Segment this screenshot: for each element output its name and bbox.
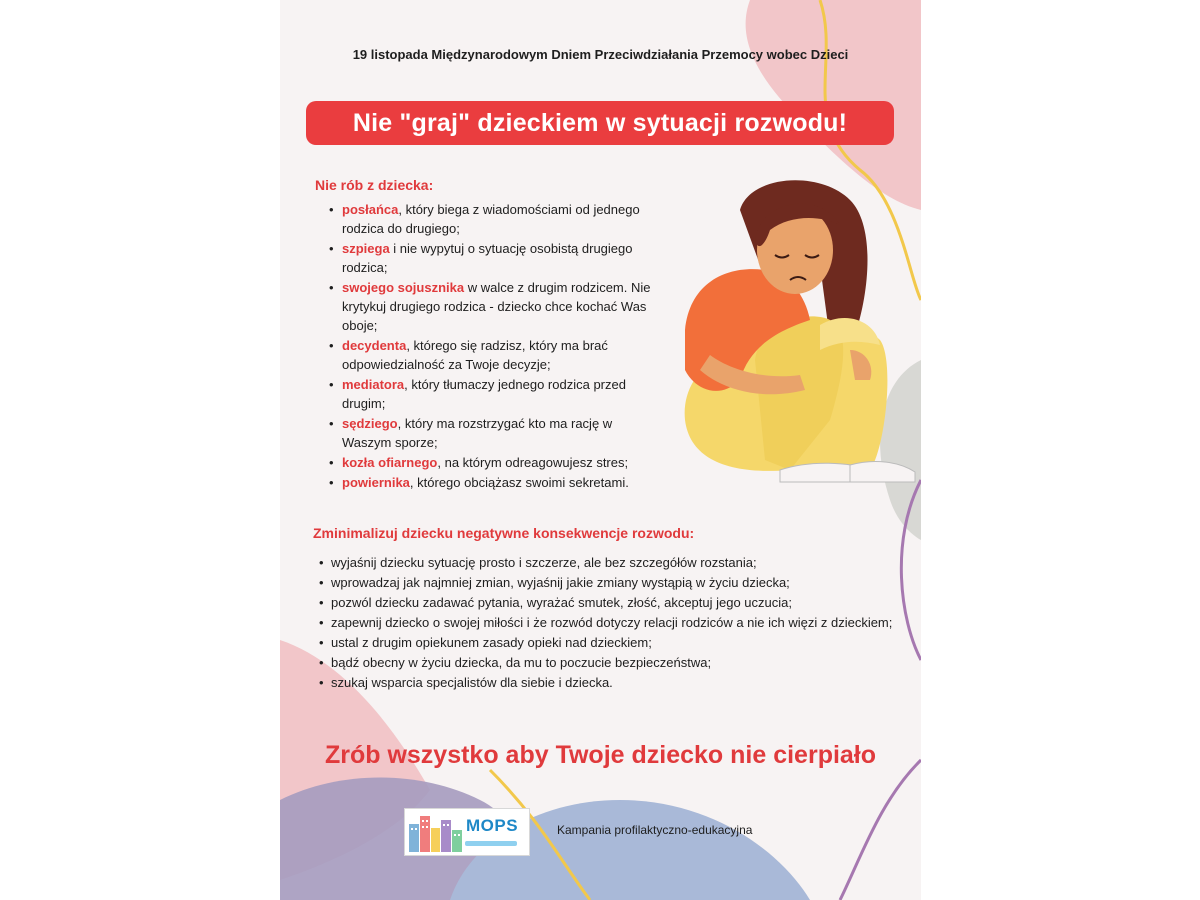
item-text: , który tłumaczy jednego rodzica przed drugim; [342,377,626,411]
item-text: , na którym odreagowujesz stres; [437,455,629,470]
section1-list [320,200,660,493]
slogan: Zrób wszystko aby Twoje dziecko nie cierpiało [324,741,877,769]
logo-text: MOPS [466,816,519,835]
list-item [320,473,660,492]
logo-underline [465,841,517,846]
awareness-day-note: 19 listopada Międzynarodowym Dniem Przeciwdziałania Przemocy wobec Dzieci [352,47,849,62]
mops-logo [404,808,530,856]
list-item [320,414,660,452]
title-banner [306,101,894,145]
list-item [320,200,660,238]
list-item [320,336,660,374]
section1-heading: Nie rób z dziecka: [315,177,434,193]
item-text: , który biega z wiadomościami od jednego rodzica do drugiego; [342,202,640,236]
highlight-term: posłańca [342,202,399,217]
list-item: • zapewnij dziecko o swojej miłości i że rozwód dotyczy relacji rodziców a nie ich więzi z dzieckiem; [315,613,895,632]
list-item: • pozwól dziecku zadawać pytania, wyrażać smutek, złość, akceptuj jego uczucia; [315,593,895,612]
item-text: , który ma rozstrzygać kto ma rację w Waszym sporze; [342,416,613,450]
highlight-term: kozła ofiarnego [342,455,438,470]
list-item [320,375,660,413]
highlight-term: mediatora [342,377,405,392]
list-item: • wyjaśnij dziecku sytuację prosto i szczerze, ale bez szczegółów rozstania; [315,553,895,572]
page-title: Nie "graj" dzieckiem w sytuacji rozwodu! [352,108,848,137]
list-item [320,278,660,335]
highlight-term: decydenta [342,338,407,353]
item-text: , którego obciążasz swoimi sekretami. [409,475,629,490]
list-item: • bądź obecny w życiu dziecka, da mu to poczucie bezpieczeństwa; [315,653,895,672]
list-item [320,239,660,277]
item-text: , którego się radzisz, który ma brać odpowiedzialność za Twoje decyzje; [342,338,608,372]
campaign-label: Kampania profilaktyczno-edukacyjna [557,823,753,837]
highlight-term: szpiega [342,241,390,256]
poster [280,0,921,900]
highlight-term: sędziego [342,416,398,431]
highlight-term: powiernika [342,475,410,490]
item-text: w walce z drugim rodzicem. Nie krytykuj drugiego rodzica - dziecko chce kochać Was oboje; [342,280,651,333]
item-text: i nie wypytuj o sytuację osobistą drugiego rodzica; [342,241,633,275]
sad-girl-illustration [670,170,920,500]
list-item [320,453,660,472]
highlight-term: swojego sojusznika [342,280,465,295]
buildings-icon [407,810,465,854]
list-item: • ustal z drugim opiekunem zasady opieki nad dzieckiem; [315,633,895,652]
section2-heading: Zminimalizuj dziecku negatywne konsekwencje rozwodu: [313,525,695,541]
section2-list [315,553,895,693]
list-item: • wprowadzaj jak najmniej zmian, wyjaśnij jakie zmiany wystąpią w życiu dziecka; [315,573,895,592]
list-item: • szukaj wsparcia specjalistów dla siebie i dziecka. [315,673,895,692]
